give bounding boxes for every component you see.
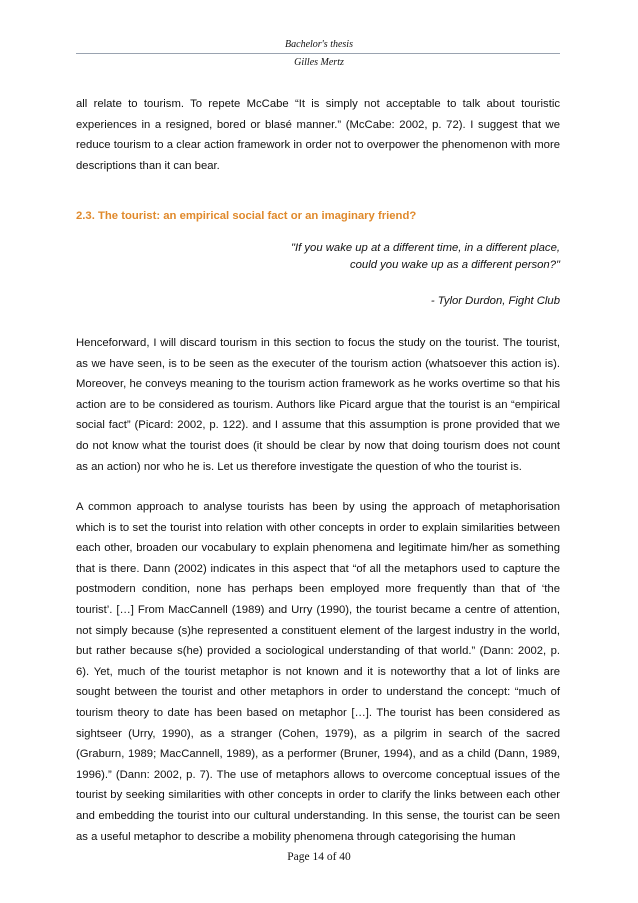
paragraph-intro: all relate to tourism. To repete McCabe “It is simply not acceptable to talk about touristic experiences in a resigned, bored or blasé manner.” (McCabe: 2002, p. 72). I suggest that we reduce tourism to a clear action framework in order not to overpower the phenomenon with more descriptions than it can bear. — [76, 98, 560, 172]
header-thesis-label: Bachelor's thesis — [285, 39, 353, 50]
quote-line-2: could you wake up as a different person?" — [350, 258, 560, 271]
paragraph-metaphor: A common approach to analyse tourists has been by using the approach of metaphorisation which is to set the tourist into relation with other concepts in order to explain similarities between each other, broaden our vocabulary to explain phenomena and legitimate him/her as something that is there. Dann (2002) indicates in this aspect that “of all the metaphors used to capture the postmodern condition, none has perhaps been employed more frequently than that of ‘the tourist’. […] From MacCannell (1989) and Urry (1990), the tourist became a centre of attention, not simply because (s)he represented a constituent element of the largest industry in the world, but rather because s(he) provided a sociological understanding of that world.” (Dann: 2002, p. 6). Yet, much of the tourist metaphor is not known and it is noteworthy that a lot of links are sought between the tourist and other metaphors in order to understand the concept: “much of tourism theory to date has been based on metaphor […]. The tourist has been considered as sightseer (Urry, 1990), as a stranger (Cohen, 1979), as a pilgrim in search of the sacred (Graburn, 1989; MacCannell, 1989), as a performer (Bruner, 1994), and as a child (Dann, 1989, 1996).” (Dann: 2002, p. 7). The use of metaphors allows to overcome conceptual issues of the tourist by seeking similarities with other concepts in order to clarify the links between each other and embedding the tourist into our cultural understanding. In this sense, the tourist can be seen as a useful metaphor to describe a mobility phenomena through categorising the human — [76, 501, 560, 843]
quote-attribution: - Tylor Durdon, Fight Club — [430, 295, 560, 307]
page-header — [0, 38, 638, 70]
epigraph-quote — [76, 240, 560, 273]
header-rule — [76, 53, 560, 54]
header-author: Gilles Mertz — [294, 57, 344, 68]
section-heading: 2.3. The tourist: an empirical social fact or an imaginary friend? — [76, 210, 417, 222]
quote-line-1: "If you wake up at a different time, in a different place, — [290, 242, 560, 254]
page-number: Page 14 of 40 — [287, 851, 351, 863]
paragraph-tourist: Henceforward, I will discard tourism in this section to focus the study on the tourist. The tourist, as we have seen, is to be seen as the executer of the tourism action (whatsoever this action is). Moreover, he conveys meaning to the tourism action framework as he works overtime so that his action are to be considered as tourism. Authors like Picard argue that the tourist is an “empirical social fact” (Picard: 2002, p. 122). and I assume that this assumption is prone provided that we do not know what the tourist does (it should be clear by now that doing tourism does not count as an action) nor who he is. Let us therefore investigate the question of who the tourist is. — [76, 337, 560, 473]
